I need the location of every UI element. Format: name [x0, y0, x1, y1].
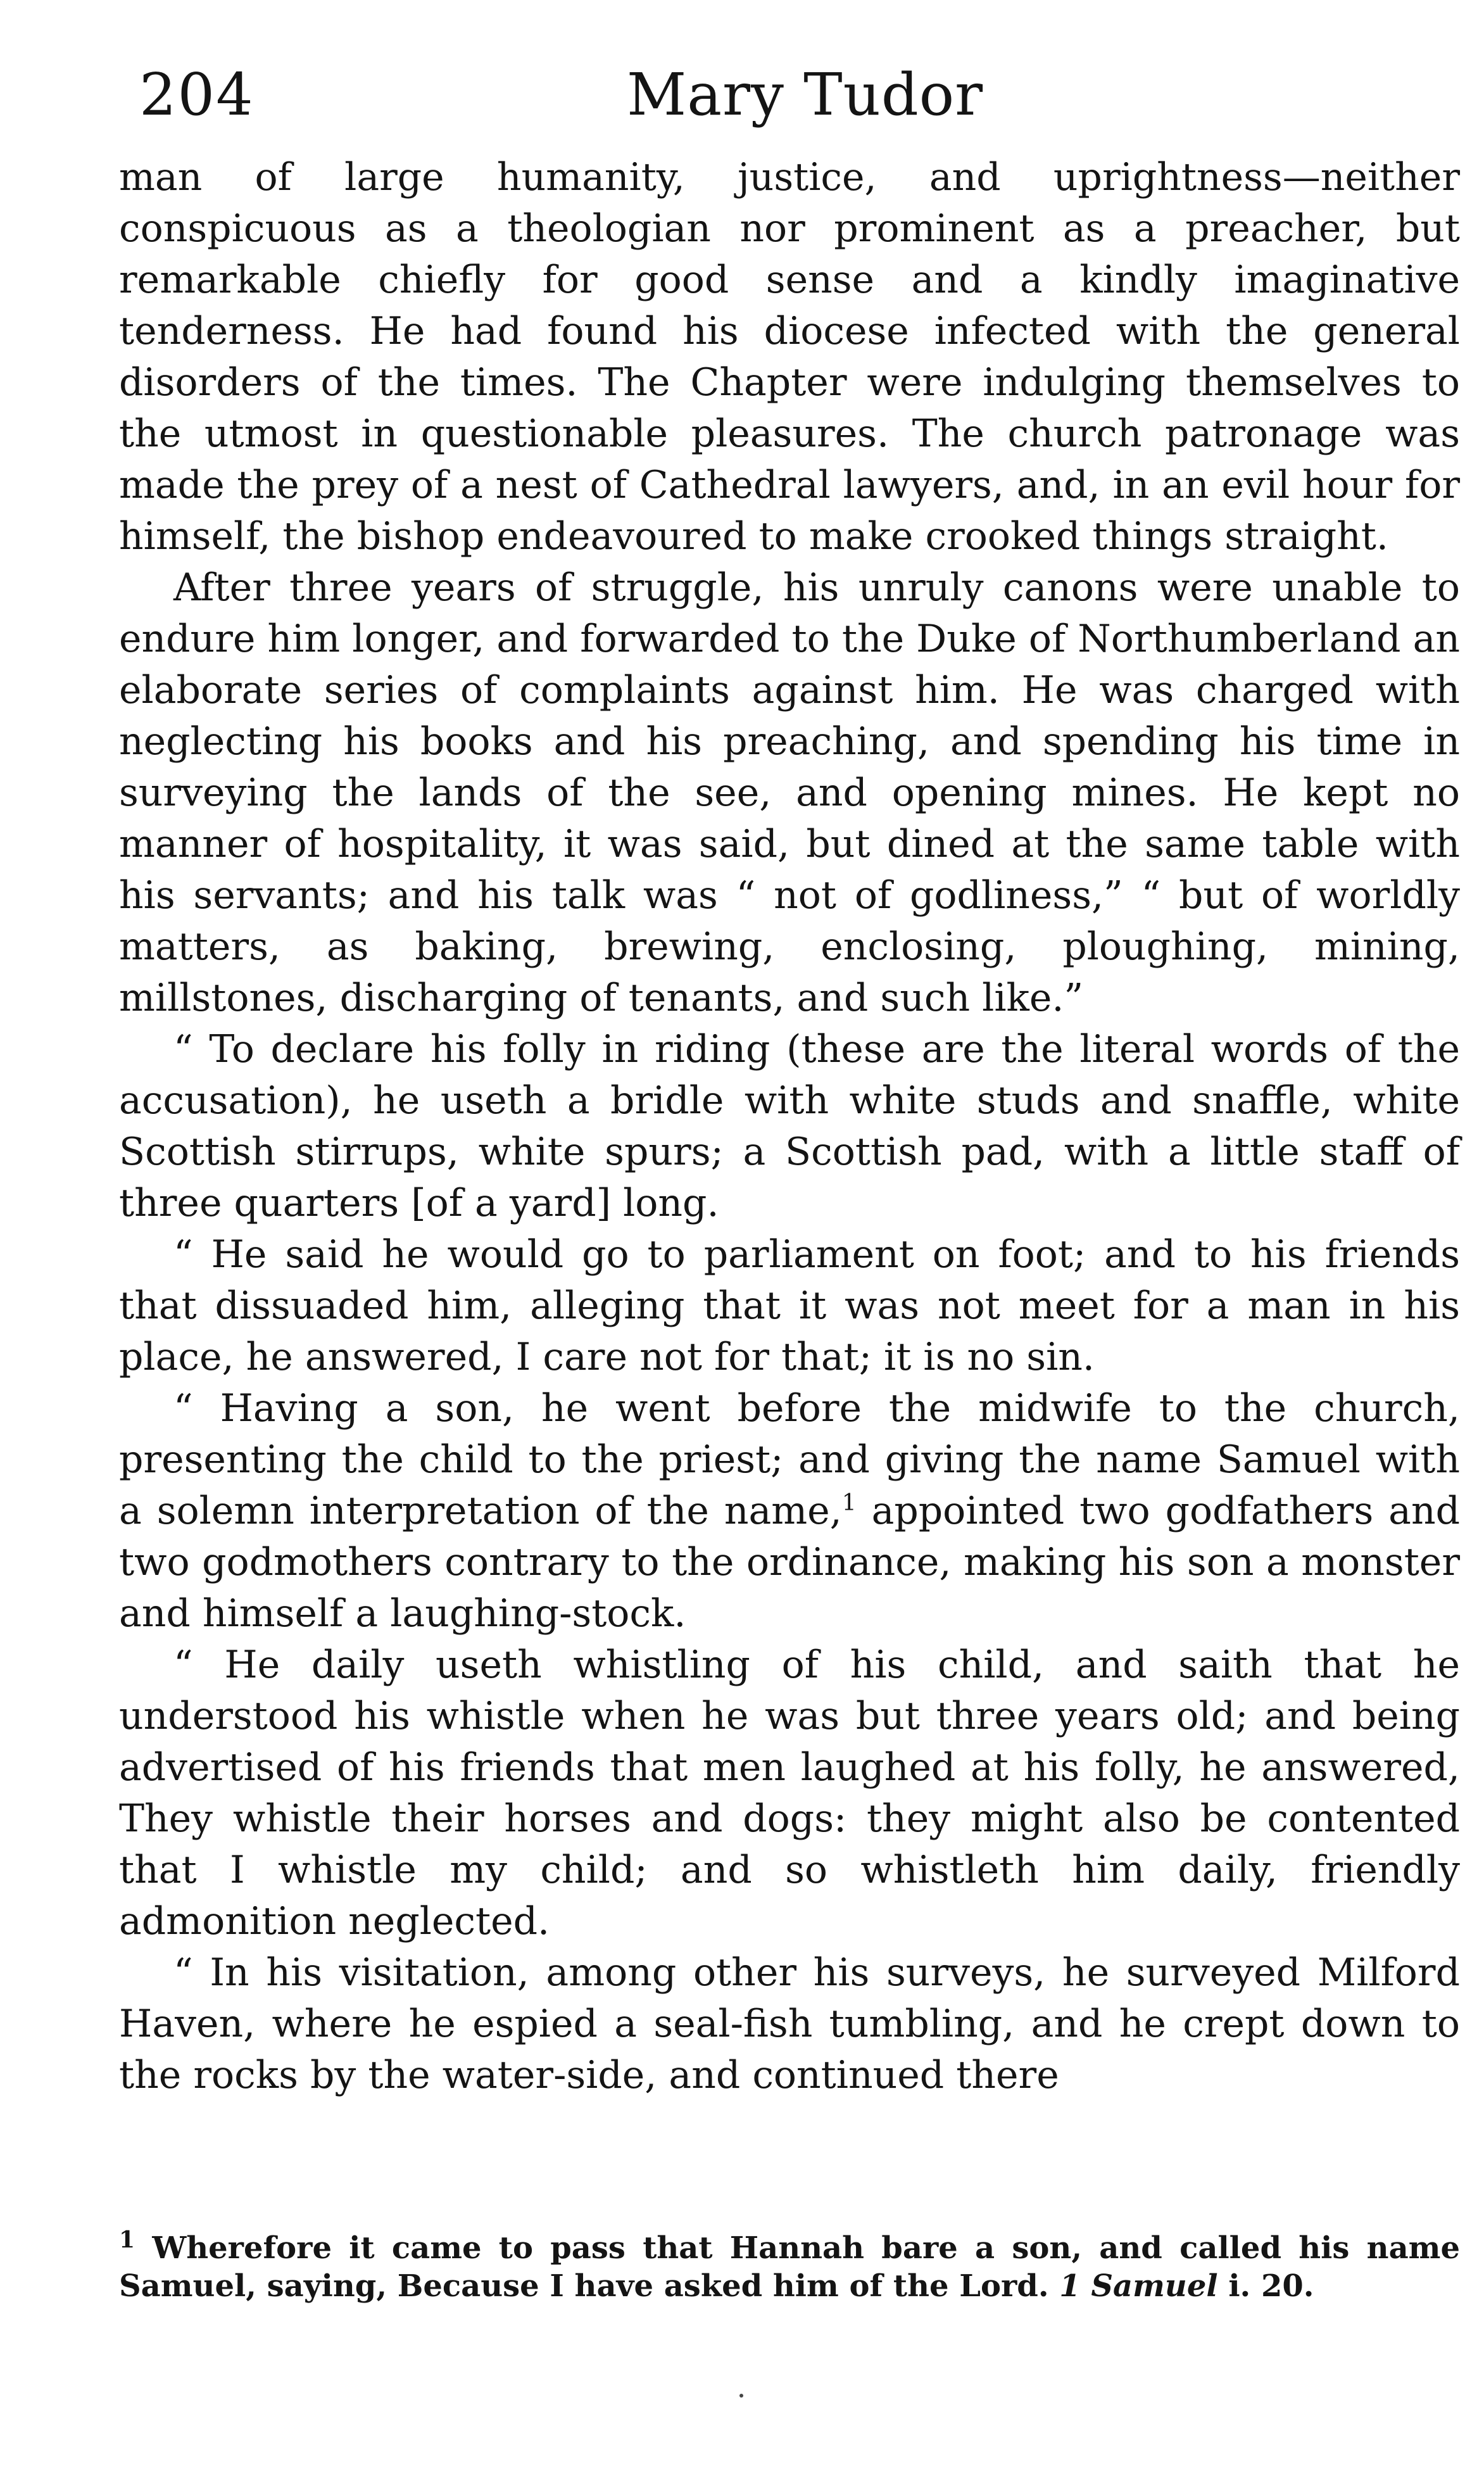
footnote-reference-verse: i. 20. — [1217, 2268, 1314, 2304]
paragraph-text: man of large humanity, justice, and uprightness—neither conspicuous as a theologian nor prominent as a preacher, but remarkable chiefly for good sense and a kindly imaginative tenderness. He had found his diocese infected with the general disorders of the times. The Chapter were indulging themselves to the utmost in questionable pleasures. The church patronage was made the prey of a nest of Cathedral lawyers, and, in an evil hour for himself, the bishop endeavoured to make crooked things straight. — [119, 155, 1460, 559]
page-number: 204 — [139, 61, 255, 129]
printer-mark — [739, 2394, 743, 2398]
footnote-reference-book: 1 Samuel — [1059, 2268, 1218, 2304]
paragraph-text: “ He said he would go to parliament on foot; and to his friends that dissuaded him, alleging that it was not meet for a man in his place, he answered, I care not for that; it is no sin. — [119, 1232, 1460, 1379]
running-title: Mary Tudor — [627, 61, 984, 129]
paragraph-text: After three years of struggle, his unruly canons were unable to endure him longer, and forwarded to the Duke of Northumberland an elaborate series of complaints against him. He was charged with neglecting his books and his preaching, and spending his time in surveying the lands of the see, and opening mines. He kept no manner of hospitality, it was said, but dined at the same table with his servants; and his talk was “ not of godliness,” “ but of worldly matters, as baking, brewing, enclosing, ploughing, mining, millstones, discharging of tenants, and such like.” — [119, 566, 1460, 1020]
footnote-number: 1 — [119, 2227, 135, 2253]
paragraph-text: “ To declare his folly in riding (these are the literal words of the accusation), he useth a bridle with white studs and snaffle, white Scottish stirrups, white spurs; a Scottish pad, with a little staff of three quarters [of a yard] long. — [119, 1027, 1460, 1225]
running-header — [127, 57, 1459, 133]
paragraph-5 — [119, 1383, 1460, 1640]
paragraph-1 — [119, 152, 1460, 562]
paragraph-2 — [119, 562, 1460, 1024]
paragraph-text: “ In his visitation, among other his surveys, he surveyed Milford Haven, where he espied a seal-fish tumbling, and he crept down to the rocks by the water-side, and continued there — [119, 1950, 1460, 2097]
footnote-marker[interactable]: 1 — [841, 1490, 857, 1516]
footnote — [119, 2229, 1460, 2305]
paragraph-text: “ He daily useth whistling of his child, and saith that he understood his whistle when he was but three years old; and being advertised of his friends that men laughed at his folly, he answered, They whistle their horses and dogs: they might also be contented that I whistle my child; and so whistleth him daily, friendly admonition neglected. — [119, 1643, 1460, 1943]
paragraph-text-continued: appointed two godfathers and two godmothers contrary to the ordinance, making his son a monster and himself a laughing-stock. — [119, 1489, 1460, 1636]
paragraph-7 — [119, 1947, 1460, 2101]
paragraph-6 — [119, 1640, 1460, 1947]
body-text — [119, 152, 1460, 2101]
paragraph-3 — [119, 1024, 1460, 1229]
paragraph-4 — [119, 1229, 1460, 1383]
footnote-text: Wherefore it came to pass that Hannah bare a son, and called his name Samuel, saying, Because I have asked him of the Lord. — [119, 2230, 1460, 2304]
paragraph-text: “ Having a son, he went before the midwife to the church, presenting the child to the priest; and giving the name Samuel with a solemn interpretation of the name, — [119, 1386, 1460, 1533]
